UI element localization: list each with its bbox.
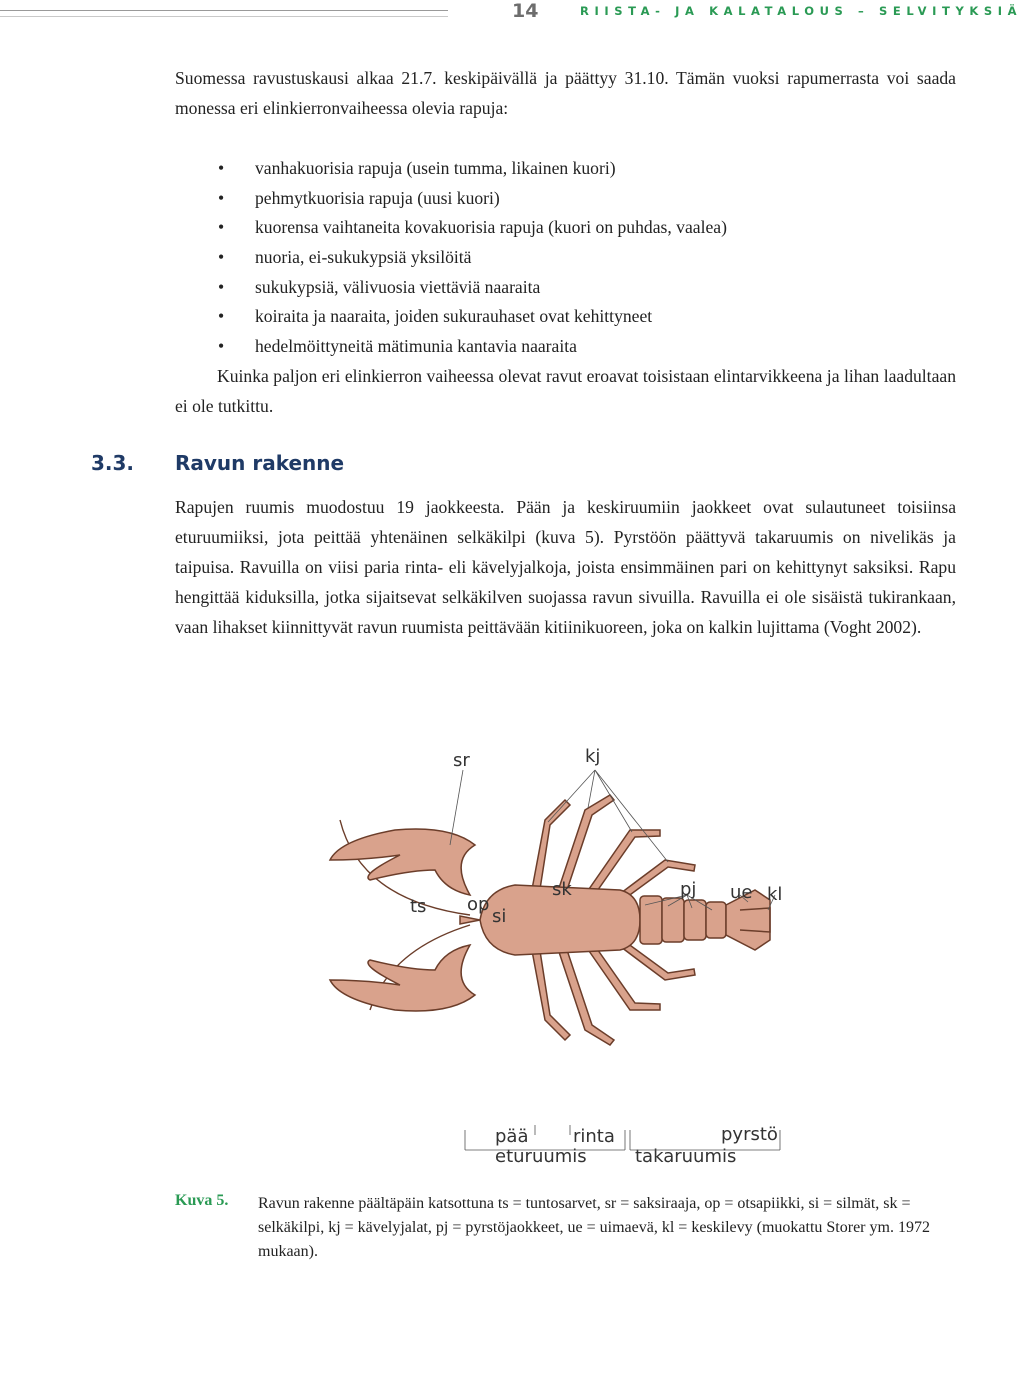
figure-label-kj: kj — [585, 746, 601, 767]
page-number: 14 — [512, 0, 539, 22]
list-item-text: pehmytkuorisia rapuja (uusi kuori) — [255, 187, 500, 208]
bullet-icon: • — [218, 336, 225, 357]
list-item-text: kuorensa vaihtaneita kovakuorisia rapuja (kuori on puhdas, vaalea) — [255, 217, 727, 238]
bullet-icon: • — [218, 306, 225, 327]
figure-label-pyrsto: pyrstö — [721, 1124, 778, 1145]
list-item-text: sukukypsiä, välivuosia viettäviä naaraita — [255, 276, 541, 297]
list-item-text: vanhakuorisia rapuja (usein tumma, likainen kuori) — [255, 158, 616, 178]
list-item-text: hedelmöittyneitä mätimunia kantavia naaraita — [255, 336, 577, 357]
list-item-text: koiraita ja naaraita, joiden sukurauhaset ovat kehittyneet — [255, 306, 653, 327]
figure-label-sk: sk — [552, 879, 572, 900]
life-stage-list — [218, 154, 727, 362]
bullet-icon: • — [218, 158, 225, 178]
structure-paragraph: Rapujen ruumis muodostuu 19 jaokkeesta. Pään ja keskiruumiin jaokkeet ovat sulautuneet toisiinsa eturuumiiksi, jota peittää yhtenäinen selkäkilpi (kuva 5). Pyrstöön päättyvä takaruumis on nivelikäs ja taipuisa. Ravuilla on viisi paria rinta- eli kävelyjalkoja, joista ensimmäinen pari on kehittynyt saksiksi. Rapu hengittää kiduksilla, jotka sijaitsevat selkäkilven suojassa ravun sivuilla. Ravuilla ei ole sisäistä tukirankaan, vaan lihakset kiinnittyvät ravun ruumista peittävään kitiinikuoreen, joka on kalkin lujittama (Voght 2002). — [175, 497, 956, 637]
list-item — [218, 273, 727, 303]
bullet-icon: • — [218, 247, 225, 268]
running-header: RIISTA- JA KALATALOUS – SELVITYKSIÄ — [580, 4, 1022, 18]
figure-label-rinta: rinta — [573, 1126, 615, 1147]
figure-label-ts: ts — [410, 896, 427, 917]
figure-label-op: op — [467, 894, 490, 915]
list-item-text: nuoria, ei-sukukypsiä yksilöitä — [255, 247, 472, 268]
section-title: Ravun rakenne — [175, 451, 345, 475]
figure-label-si: si — [492, 906, 507, 927]
figure-label-eturuumis: eturuumis — [495, 1146, 587, 1167]
intro-paragraph: Suomessa ravustuskausi alkaa 21.7. keskipäivällä ja päättyy 31.10. Tämän vuoksi rapumerrasta voi saada monessa eri elinkierronvaiheessa olevia rapuja: — [175, 68, 956, 118]
figure-label-sr: sr — [453, 750, 470, 771]
crayfish-figure — [300, 730, 800, 1170]
header-rule-secondary — [0, 16, 448, 17]
section-number: 3.3. — [91, 451, 135, 475]
list-item — [218, 302, 727, 332]
figure-caption-text: Ravun rakenne päältäpäin katsottuna ts = tuntosarvet, sr = saksiraaja, op = otsapiikki, si = silmät, sk = selkäkilpi, kj = kävelyjalat, pj = pyrstöjaokkeet, ue = uimaevä, kl = keskilevy (muokattu Storer ym. 1972 mukaan). — [258, 1195, 930, 1260]
figure-label-ue: ue — [730, 882, 753, 903]
crayfish-drawing — [330, 795, 770, 1045]
figure-label-kl: kl — [767, 884, 783, 905]
figure-label-paa: pää — [495, 1126, 529, 1147]
list-item — [218, 332, 727, 362]
header-rule — [0, 10, 448, 11]
figure-caption-label: Kuva 5. — [175, 1192, 229, 1209]
list-item — [218, 213, 727, 243]
list-item — [218, 184, 727, 214]
bullet-icon: • — [218, 187, 225, 208]
research-note-paragraph: Kuinka paljon eri elinkierron vaiheessa olevat ravut eroavat toisistaan elintarvikkeena ja lihan laadultaan ei ole tutkittu. — [175, 366, 956, 416]
figure-label-takaruumis: takaruumis — [635, 1146, 737, 1167]
list-item — [218, 243, 727, 273]
list-item — [218, 154, 727, 184]
bullet-icon: • — [218, 217, 225, 238]
bullet-icon: • — [218, 276, 225, 297]
figure-label-pj: pj — [680, 879, 697, 900]
